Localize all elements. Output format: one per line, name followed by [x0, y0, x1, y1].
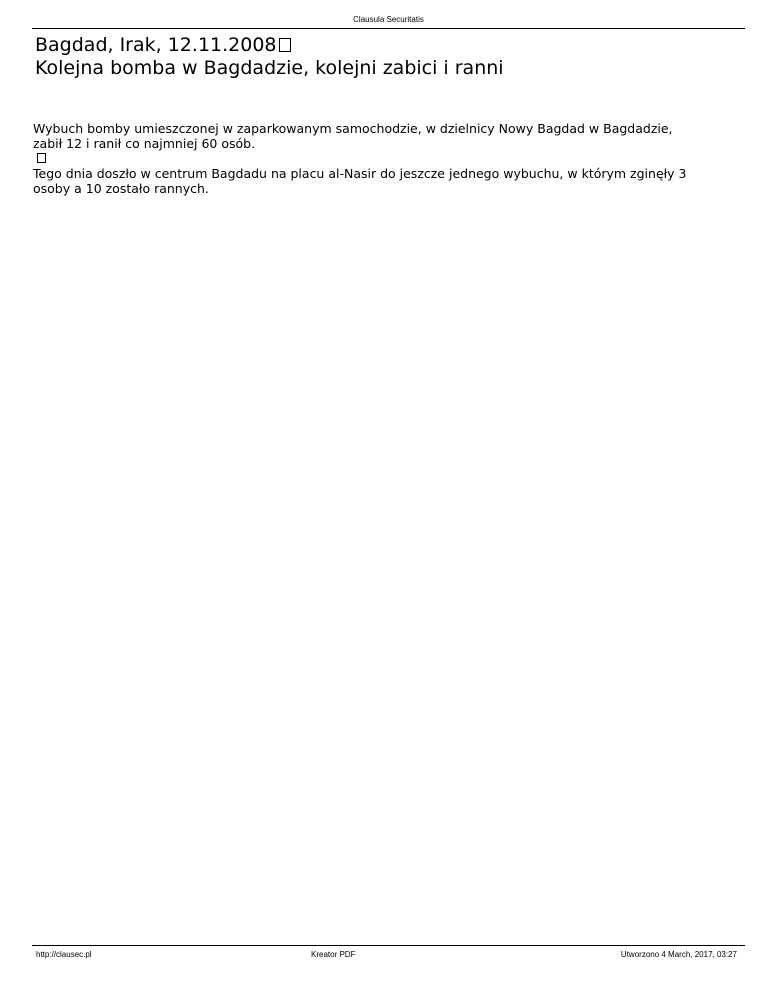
body-text-line: osoby a 10 zostało rannych. [33, 181, 209, 196]
footer-created-timestamp: Utworzono 4 March, 2017, 03:27 [620, 950, 737, 959]
footer-site-link[interactable]: http://clausec.pl [36, 950, 92, 959]
page-footer [32, 945, 745, 962]
body-text-line: zabił 12 i ranił co najmniej 60 osób. [33, 136, 256, 151]
article-title [35, 34, 735, 80]
article-body [33, 121, 733, 196]
body-text-line: Wybuch bomby umieszczonej w zaparkowanym samochodzie, w dzielnicy Nowy Bagdad w Bagdadzie, [33, 121, 673, 136]
article-title-line [35, 34, 735, 57]
header-site-name: Clausula Securitatis [353, 15, 424, 24]
footer-creator-label: Kreator PDF [311, 950, 356, 959]
missing-glyph-box-icon [37, 153, 46, 163]
article-headline: Kolejna bomba w Bagdadzie, kolejni zabici i ranni [35, 57, 504, 79]
missing-glyph-box-icon [279, 38, 291, 52]
paragraph-separator [33, 151, 733, 166]
body-text-line: Tego dnia doszło w centrum Bagdadu na placu al-Nasir do jeszcze jednego wybuchu, w którym zginęły 3 [33, 166, 687, 181]
article-title-location-date: Bagdad, Irak, 12.11.2008 [35, 34, 277, 56]
page-header [32, 0, 745, 29]
